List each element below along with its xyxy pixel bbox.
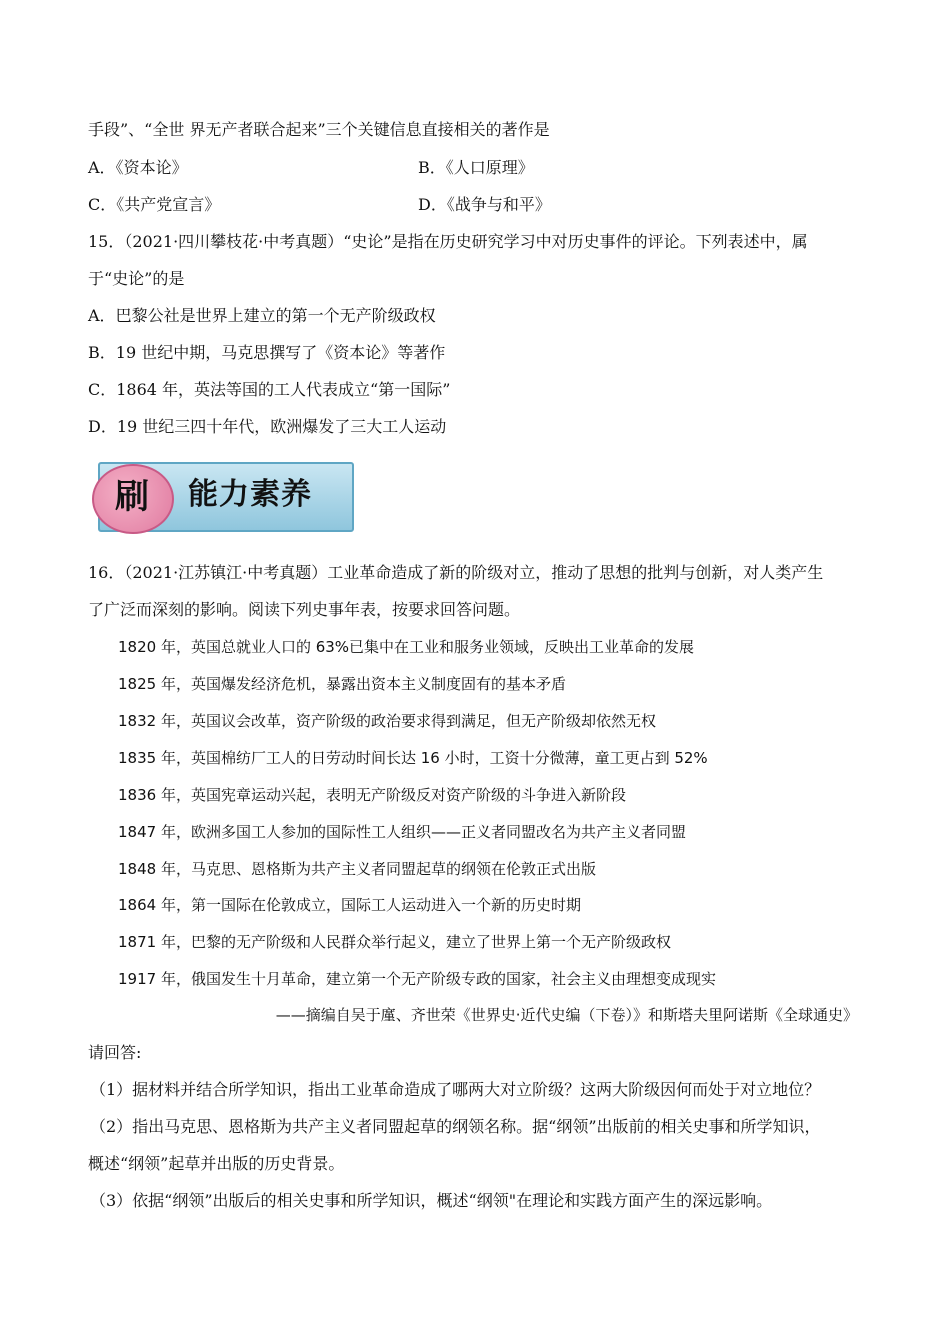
timeline-entry: 1848 年，马克思、恩格斯为共产主义者同盟起草的纲领在伦敦正式出版 — [118, 860, 596, 878]
option-text: 《共产党宣言》 — [116, 195, 221, 214]
option-text: 《人口原理》 — [445, 158, 534, 177]
banner-badge: 刷 — [115, 477, 149, 517]
q16-stem-line2: 了广泛而深刻的影响。阅读下列史事年表，按要求回答问题。 — [88, 600, 521, 619]
timeline-entry: 1836 年，英国宪章运动兴起，表明无产阶级反对资产阶级的斗争进入新阶段 — [118, 786, 626, 804]
timeline-entry: 1871 年，巴黎的无产阶级和人民群众举行起义，建立了世界上第一个无产阶级政权 — [118, 933, 671, 951]
option-letter: A． — [88, 306, 116, 325]
option-letter: B． — [418, 158, 446, 177]
q15-stem-line2: 于“史论”的是 — [88, 269, 185, 288]
q14-option-b[interactable] — [418, 157, 534, 179]
q14-option-d[interactable] — [418, 194, 551, 216]
q16-subquestion-2: （2）指出马克思、恩格斯为共产主义者同盟起草的纲领名称。据“纲领”出版前的相关史事和所学知识， — [90, 1117, 821, 1136]
section-banner — [92, 462, 352, 532]
option-letter: A． — [88, 158, 116, 177]
q14-option-a[interactable] — [88, 157, 188, 179]
option-letter: C． — [88, 195, 117, 214]
q16-subquestion-2-cont: 概述“纲领”起草并出版的历史背景。 — [88, 1154, 345, 1173]
option-text: 《战争与和平》 — [446, 195, 551, 214]
q14-stem-tail: 手段”、“全世 界无产者联合起来”三个关键信息直接相关的著作是 — [88, 120, 550, 139]
timeline-entry: 1820 年，英国总就业人口的 63%已集中在工业和服务业领域，反映出工业革命的发展 — [118, 638, 695, 656]
option-letter: D． — [88, 417, 117, 436]
q16-prompt: 请回答: — [88, 1043, 142, 1062]
q15-option-b[interactable] — [88, 342, 445, 364]
q15-option-d[interactable] — [88, 416, 446, 438]
timeline-entry: 1864 年，第一国际在伦敦成立，国际工人运动进入一个新的历史时期 — [118, 896, 581, 914]
timeline-entry: 1917 年，俄国发生十月革命，建立第一个无产阶级专政的国家，社会主义由理想变成现实 — [118, 970, 716, 988]
option-text: 巴黎公社是世界上建立的第一个无产阶级政权 — [115, 306, 436, 325]
banner-title: 能力素养 — [188, 477, 312, 512]
option-letter: B． — [88, 343, 116, 362]
q15-stem-line1: 15．（2021·四川攀枝花·中考真题）“史论”是指在历史研究学习中对历史事件的评论。下列表述中，属 — [88, 232, 808, 251]
option-text: 19 世纪三四十年代，欧洲爆发了三大工人运动 — [116, 417, 447, 436]
q16-subquestion-3: （3）依据“纲领”出版后的相关史事和所学知识，概述“纲领"在理论和实践方面产生的深远影响。 — [90, 1191, 773, 1210]
q16-stem-line1: 16．（2021·江苏镇江·中考真题）工业革命造成了新的阶级对立，推动了思想的批判与创新，对人类产生 — [88, 563, 824, 582]
timeline-entry: 1835 年，英国棉纺厂工人的日劳动时间长达 16 小时，工资十分微薄，童工更占到 52% — [118, 749, 708, 767]
timeline-entry: 1825 年，英国爆发经济危机，暴露出资本主义制度固有的基本矛盾 — [118, 675, 566, 693]
q14-option-c[interactable] — [88, 194, 220, 216]
option-letter: C． — [88, 380, 117, 399]
option-text: 《资本论》 — [115, 158, 188, 177]
option-text: 19 世纪中期，马克思撰写了《资本论》等著作 — [115, 343, 446, 362]
timeline-source: ——摘编自吴于廑、齐世荣《世界史·近代史编（下卷）》和斯塔夫里阿诺斯《全球通史》 — [275, 1006, 858, 1024]
timeline-entry: 1832 年，英国议会改革，资产阶级的政治要求得到满足，但无产阶级却依然无权 — [118, 712, 656, 730]
option-text: 1864 年，英法等国的工人代表成立“第一国际” — [116, 380, 451, 399]
timeline-entry: 1847 年，欧洲多国工人参加的国际性工人组织——正义者同盟改名为共产主义者同盟 — [118, 823, 686, 841]
option-letter: D． — [418, 195, 447, 214]
q15-option-c[interactable] — [88, 379, 450, 401]
q15-option-a[interactable] — [88, 305, 436, 327]
q16-subquestion-1: （1）据材料并结合所学知识，指出工业革命造成了哪两大对立阶级？这两大阶级因何而处于对立地位？ — [90, 1080, 821, 1099]
